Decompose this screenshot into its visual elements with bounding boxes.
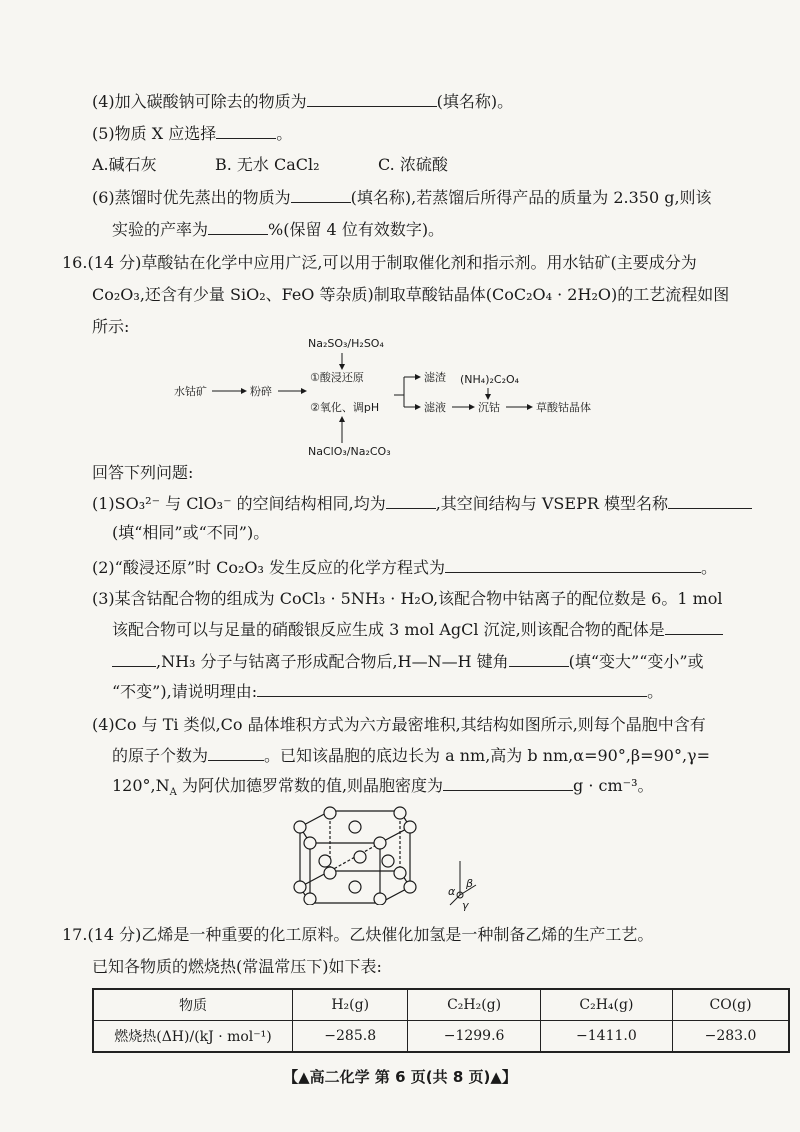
q16-part3b — [112, 618, 723, 641]
atom — [349, 821, 361, 833]
q15-part6b-text: 实验的产率为 — [112, 220, 209, 239]
q16-part4c-unit: g · cm⁻³。 — [573, 776, 654, 795]
q15-part6a-text: (6)蒸馏时优先蒸出的物质为 — [92, 188, 291, 207]
atom — [324, 867, 336, 879]
q16-intro-line2: Co₂O₃,还含有少量 SiO₂、FeO 等杂质)制取草酸钴晶体(CoC₂O₄ · 2H₂O)的工艺流程如图 — [92, 285, 730, 304]
q16-part4b — [112, 744, 710, 767]
q16-part4b-tail: 。已知该晶胞的底边长为 a nm,高为 b nm,α=90°,β=90°,γ= — [264, 746, 710, 765]
q15-part4-text: (4)加入碳酸钠可除去的物质为 — [92, 92, 307, 111]
q16-part2 — [92, 556, 717, 579]
atom — [382, 855, 394, 867]
table-cell: −1411.0 — [540, 1021, 672, 1053]
q16-part2-tail: 。 — [701, 558, 718, 577]
flow-precip: 沉钴 — [478, 401, 500, 414]
atom — [304, 837, 316, 849]
answer-blank[interactable] — [208, 218, 268, 235]
table-cell: −283.0 — [673, 1021, 789, 1053]
process-flow-diagram — [170, 325, 630, 465]
flow-top-reagent: Na₂SO₃/H₂SO₄ — [308, 337, 384, 350]
q17-intro-line2: 已知各物质的燃烧热(常温常压下)如下表: — [92, 957, 382, 976]
q15-part5 — [92, 122, 292, 145]
table-header-cell: C₂H₂(g) — [408, 989, 540, 1021]
atom — [319, 855, 331, 867]
atom — [304, 893, 316, 905]
answer-blank[interactable] — [216, 122, 276, 139]
q17-intro-line1: 17.(14 分)乙烯是一种重要的化工原料。乙炔催化加氢是一种制备乙烯的生产工艺。 — [62, 925, 654, 944]
atom — [394, 807, 406, 819]
flow-oxalate: (NH₄)₂C₂O₄ — [460, 373, 520, 386]
q16-part1a-mid: ,其空间结构与 VSEPR 模型名称 — [435, 494, 668, 513]
q16-part3d-text: “不变”),请说明理由: — [112, 682, 258, 701]
q15-part6a-tail: (填名称),若蒸馏后所得产品的质量为 2.350 g,则该 — [350, 188, 712, 207]
page-footer: 【▲高二化学 第 6 页(共 8 页)▲】 — [283, 1068, 517, 1086]
q15-part6a — [92, 186, 712, 209]
flow-product: 草酸钴晶体 — [536, 401, 591, 414]
q15-part4-tail: (填名称)。 — [436, 92, 514, 111]
q15-part6b — [112, 218, 444, 241]
atom — [349, 881, 361, 893]
option-a-text: A.碱石灰 — [92, 155, 157, 174]
atom — [324, 807, 336, 819]
flow-filtrate: 滤液 — [424, 401, 446, 414]
table-cell: −285.8 — [293, 1021, 408, 1053]
q16-part4a: (4)Co 与 Ti 类似,Co 晶体堆积方式为六方最密堆积,其结构如图所示,则每个晶胞中含有 — [92, 715, 706, 734]
q16-part3a: (3)某含钴配合物的组成为 CoCl₃ · 5NH₃ · H₂O,该配合物中钴离子的配位数是 6。1 mol — [92, 589, 723, 608]
axis-beta: β — [466, 877, 474, 890]
q16-intro-line3: 所示: — [92, 317, 130, 336]
atom — [294, 881, 306, 893]
hcp-unit-cell-diagram — [290, 805, 430, 905]
q16-part4c-text: 120°,N — [112, 776, 170, 795]
answer-blank[interactable] — [386, 492, 436, 509]
answer-blank[interactable] — [257, 680, 647, 697]
table-row — [93, 1021, 789, 1053]
atom — [404, 821, 416, 833]
table-header-cell: C₂H₄(g) — [540, 989, 672, 1021]
flow-residue: 滤渣 — [424, 371, 446, 384]
answer-blank[interactable] — [443, 774, 573, 791]
q16-part2-text: (2)“酸浸还原”时 Co₂O₃ 发生反应的化学方程式为 — [92, 558, 446, 577]
axis-alpha: α — [448, 885, 456, 898]
atom — [354, 851, 366, 863]
q16-intro-line1: 16.(14 分)草酸钴在化学中应用广泛,可以用于制取催化剂和指示剂。用水钴矿(主要成分为 — [62, 253, 697, 272]
atom — [394, 867, 406, 879]
flow-step2: ②氧化、调pH — [310, 401, 380, 414]
lattice-axes-diagram — [440, 855, 490, 915]
q16-part4c — [112, 774, 654, 804]
flow-crush: 粉碎 — [250, 385, 272, 398]
q16-part1a — [92, 492, 752, 515]
table-header-cell: CO(g) — [673, 989, 789, 1021]
table-cell: −1299.6 — [408, 1021, 540, 1053]
q16-part3b-text: 该配合物可以与足量的硝酸银反应生成 3 mol AgCl 沉淀,则该配合物的配体是 — [112, 620, 665, 639]
answer-intro: 回答下列问题: — [92, 463, 194, 482]
q16-part4c-tail: 为阿伏加德罗常数的值,则晶胞密度为 — [176, 776, 444, 795]
flow-step1: ①酸浸还原 — [310, 371, 364, 384]
answer-blank[interactable] — [665, 618, 723, 635]
answer-blank[interactable] — [307, 90, 437, 107]
combustion-heat-table — [92, 988, 790, 1053]
q16-part3c-tail: (填“变大”“变小”或 — [568, 652, 704, 671]
q15-option-b — [215, 154, 320, 176]
atom — [374, 837, 386, 849]
q16-part1a-text: (1)SO₃²⁻ 与 ClO₃⁻ 的空间结构相同,均为 — [92, 494, 386, 513]
q16-part1b: (填“相同”或“不同”)。 — [112, 523, 270, 542]
q15-part5-tail: 。 — [276, 124, 293, 143]
table-header-cell: 物质 — [93, 989, 293, 1021]
answer-blank[interactable] — [668, 492, 752, 509]
axis-gamma: γ — [462, 899, 469, 912]
answer-blank[interactable] — [445, 556, 701, 573]
atom — [404, 881, 416, 893]
q15-part4 — [92, 90, 513, 113]
q15-option-c — [378, 154, 448, 176]
atom — [294, 821, 306, 833]
table-row-label: 燃烧热(ΔH)/(kJ · mol⁻¹) — [93, 1021, 293, 1053]
answer-blank[interactable] — [208, 744, 264, 761]
q16-part4b-text: 的原子个数为 — [112, 746, 209, 765]
q15-part6b-tail: %(保留 4 位有效数字)。 — [268, 220, 445, 239]
q16-part3c-text: ,NH₃ 分子与钴离子形成配合物后,H—N—H 键角 — [156, 652, 509, 671]
q16-part3d-tail: 。 — [647, 682, 664, 701]
q15-option-a — [92, 154, 157, 176]
q15-part5-text: (5)物质 X 应选择 — [92, 124, 217, 143]
atom — [374, 893, 386, 905]
flow-ore: 水钴矿 — [174, 385, 207, 398]
answer-blank[interactable] — [112, 650, 156, 667]
q16-part3d — [112, 680, 663, 703]
option-c-text: C. 浓硫酸 — [378, 155, 448, 174]
answer-blank[interactable] — [509, 650, 569, 667]
table-header-cell: H₂(g) — [293, 989, 408, 1021]
option-b-text: B. 无水 CaCl₂ — [215, 155, 320, 174]
answer-blank[interactable] — [291, 186, 351, 203]
q16-part3c — [112, 650, 704, 673]
avogadro-subscript: A — [169, 787, 177, 799]
flow-bottom-reagent: NaClO₃/Na₂CO₃ — [308, 445, 391, 458]
table-header-row — [93, 989, 789, 1021]
